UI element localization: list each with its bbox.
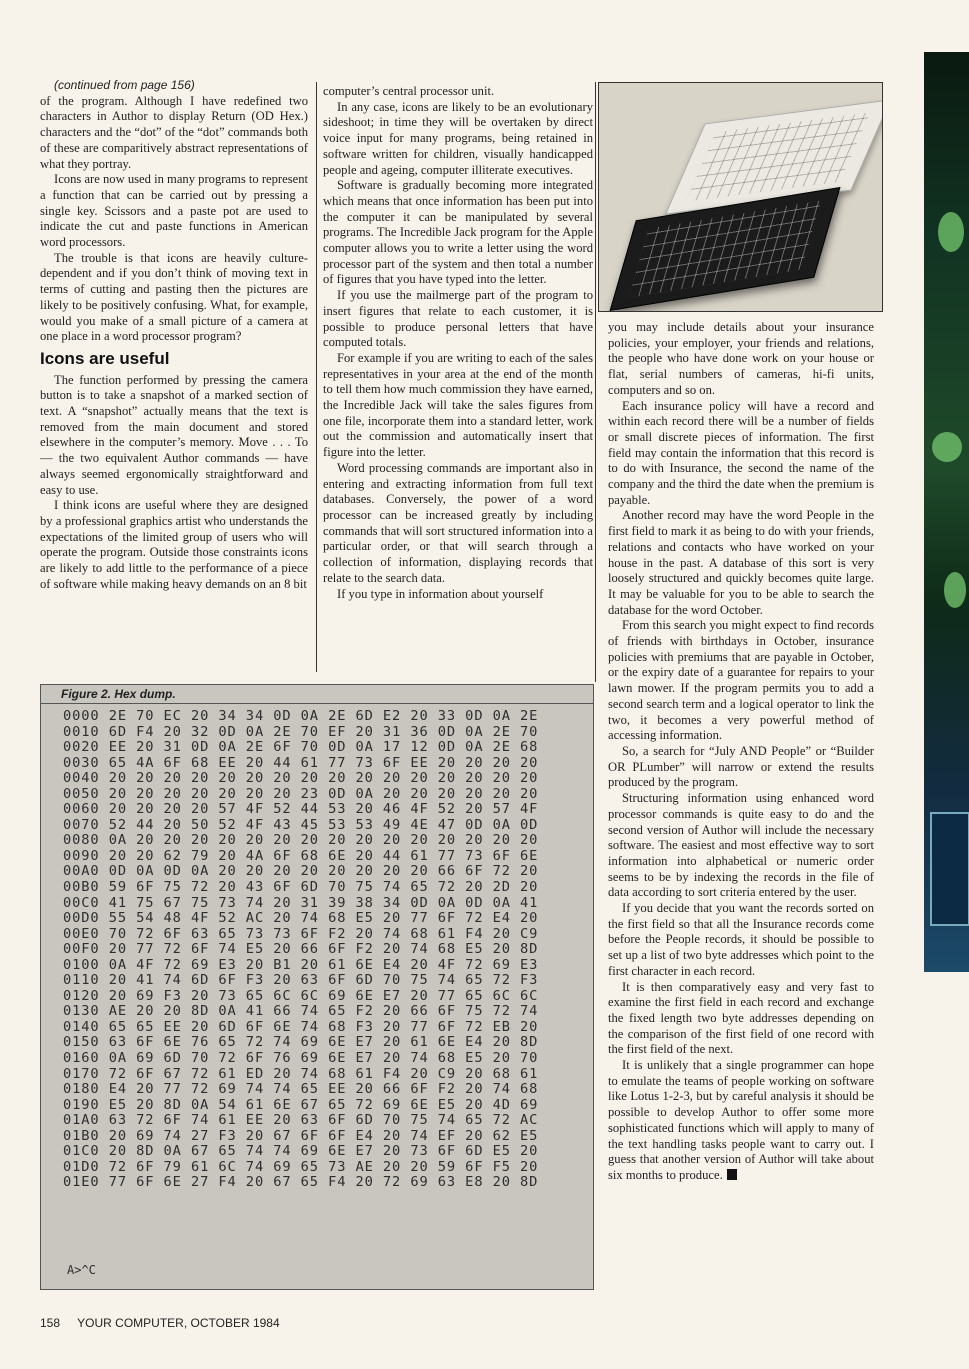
screen-panel (930, 812, 969, 926)
hex-dump-line: 01A0 63 72 6F 74 61 EE 20 63 6F 6D 70 75 74 65 72 AC (63, 1112, 539, 1129)
col3-paragraph: If you decide that you want the records sorted on the first field so that all the Insurance records come before the People records, it should be possible to set up a list of two byte addresses which point to the first character in each record. (608, 901, 874, 978)
adjacent-page-image (924, 52, 969, 972)
hex-dump-line: 01E0 77 6F 6E 27 F4 20 67 65 F4 20 72 69 63 E8 20 8D (63, 1174, 539, 1191)
hex-dump-listing (63, 709, 583, 1191)
col3-paragraph: It is then comparatively easy and very fast to examine the first field in each record and exchange the fixed length two byte addresses depending on the comparison of the first field of one record with the first field of the next. (608, 979, 874, 1057)
hex-dump-line: 0030 65 4A 6F 68 EE 20 44 61 77 73 6F EE 20 20 20 20 (63, 754, 539, 771)
hex-dump-line: 00E0 70 72 6F 63 65 73 73 6F F2 20 74 68 61 F4 20 C9 (63, 925, 539, 942)
col1-paragraph: Icons are now used in many programs to represent a function that can be carried out by pressing a single key. Scissors and a paste pot are used to indicate the cut and paste functions in American word processors. (40, 172, 308, 250)
col3-last-text: It is unlikely that a single programmer can hope to emulate the teams of people working on software like Lotus 1-2-3, but by careful analysis it should be possible to develop Author to offer some more sophisticated functions which will apply to many of the text handling tasks people want to carry out. I guess that another version of Author will take about six months to produce. (608, 1058, 874, 1182)
hex-dump-line: 0190 E5 20 8D 0A 54 61 6E 67 65 72 69 6E E5 20 4D 69 (63, 1096, 539, 1113)
hex-dump-line: 01D0 72 6F 79 61 6C 74 69 65 73 AE 20 20 59 6F F5 20 (63, 1158, 539, 1175)
col3-paragraph (608, 1058, 874, 1184)
column-divider (595, 82, 596, 682)
continued-note: (continued from page 156) (54, 78, 195, 92)
col2-paragraph: Word processing commands are important also in entering and extracting information from full text databases. Conversely, the power of a word processor can be increased greatly by including commands that will sort structured information into a particular order, or that will search through a collection of information, displaying records that relate to the search data. (323, 460, 593, 585)
hex-dump-line: 0050 20 20 20 20 20 20 20 23 0D 0A 20 20 20 20 20 20 (63, 785, 539, 802)
col3-paragraph: Another record may have the word People in the first field to mark it as being to do with your friends, relations and contacts who have worked on your house in the past. A database of this sort is very loosely structured and quickly becomes quite large. It may be valuable for you to be able to search the database for the word October. (608, 508, 874, 617)
hex-dump-line: 00F0 20 77 72 6F 74 E5 20 66 6F F2 20 74 68 E5 20 8D (63, 941, 539, 958)
hex-dump-line: 0040 20 20 20 20 20 20 20 20 20 20 20 20 20 20 20 20 (63, 770, 539, 787)
hex-dump-line: 0080 0A 20 20 20 20 20 20 20 20 20 20 20 20 20 20 20 (63, 832, 539, 849)
command-prompt: A>^C (67, 1263, 96, 1277)
col2-paragraph: Software is gradually becoming more integrated which means that once information has been put into the computer it can be manipulated by several programs. The Incredible Jack program for the Apple computer allows you to write a letter using the word processor part of the system and then total a number of figures that you have typed into the letter. (323, 178, 593, 287)
col2-paragraph: If you use the mailmerge part of the program to insert figures that relate to each customer, it is possible to produce personal letters that have computed totals. (323, 288, 593, 350)
col2-paragraph: computer’s central processor unit. (323, 84, 495, 98)
page-footer (40, 1316, 294, 1330)
figure-caption: Figure 2. Hex dump. (61, 687, 176, 701)
end-of-article-mark (727, 1169, 737, 1180)
page-number: 158 (40, 1316, 61, 1330)
hex-dump-line: 00B0 59 6F 75 72 20 43 6F 6D 70 75 74 65 72 20 2D 20 (63, 879, 539, 896)
hex-dump-line: 0090 20 20 62 79 20 4A 6F 68 6E 20 44 61 77 73 6F 6E (63, 847, 539, 864)
col2-paragraph: For example if you are writing to each of the sales representatives in your area at the end of the month to tell them how much commission they have earned, the Incredible Jack will take the sales figures from one file, incorporate them into a standard letter, work out the commission and automatically insert that figure into the letter. (323, 350, 593, 460)
col1-paragraph: I think icons are useful where they are designed by a professional graphics artist who understands the expectations of the limited group of users who will operate the program. Outside those constraints icons are likely to add little to the performance of a piece of software while making heavy demands on an 8 bit (40, 498, 308, 591)
col1-paragraph: The function performed by pressing the camera button is to take a snapshot of a marked section of text. A “snapshot” actually means that the text is removed from the main document and stored elsewhere in the computer’s memory. Move . . . To — the two equivalent Author commands — have always seemed ergonomically straightforward and easy to use. (40, 372, 308, 497)
publication-info: YOUR COMPUTER, OCTOBER 1984 (77, 1316, 280, 1330)
hex-dump-line: 0000 2E 70 EC 20 34 34 0D 0A 2E 6D E2 20 33 0D 0A 2E (63, 708, 539, 724)
hex-dump-line: 00A0 0D 0A 0D 0A 20 20 20 20 20 20 20 20 66 6F 72 20 (63, 863, 539, 880)
hex-dump-line: 01C0 20 8D 0A 67 65 74 74 69 6E E7 20 73 6F 6D E5 20 (63, 1143, 539, 1160)
hex-dump-line: 0180 E4 20 77 72 69 74 74 65 EE 20 66 6F F2 20 74 68 (63, 1081, 539, 1098)
column-1 (40, 78, 308, 593)
hex-dump-line: 0060 20 20 20 20 57 4F 52 44 53 20 46 4F 52 20 57 4F (63, 801, 539, 818)
col2-paragraph: If you type in information about yourself (337, 586, 544, 601)
hex-dump-line: 01B0 20 69 74 27 F3 20 67 6F 6F E4 20 74 EF 20 62 E5 (63, 1127, 539, 1144)
hex-dump-line: 0070 52 44 20 50 52 4F 43 45 53 53 49 4E 47 0D 0A 0D (63, 816, 539, 833)
hex-dump-line: 0170 72 6F 67 72 61 ED 20 74 68 61 F4 20 C9 20 68 61 (63, 1065, 539, 1082)
computer-keyboards-photo (598, 82, 883, 312)
hex-dump-figure (40, 684, 594, 1290)
col3-paragraph: From this search you might expect to find records of friends with birthdays in October, insurance policies with premiums that are payable in October, or the expiry date of a guarantee for repairs to your lawn mower. If the program permits you to add a second search term and a logical operator to link the two, it becomes a very powerful method of accessing information. (608, 618, 874, 743)
col1-paragraph: The trouble is that icons are heavily culture-dependent and if you don’t think of moving text in terms of cutting and pasting then the pictures are likely to be positively confusing. What, for example, would you make of a small picture of a camera at one place in a word processor program? (40, 250, 308, 344)
column-3 (608, 320, 874, 1184)
col1-paragraph: of the program. Although I have redefined two characters in Author to display Return (OD Hex.) characters and the “dot” of the “dot” commands both of these are comparitively abstract representations of what they portray. (40, 93, 308, 171)
hex-dump-line: 0140 65 65 EE 20 6D 6F 6E 74 68 F3 20 77 6F 72 EB 20 (63, 1018, 539, 1035)
hex-dump-line: 0020 EE 20 31 0D 0A 2E 6F 70 0D 0A 17 12 0D 0A 2E 68 (63, 739, 539, 756)
hex-dump-line: 00D0 55 54 48 4F 52 AC 20 74 68 E5 20 77 6F 72 E4 20 (63, 910, 539, 927)
hex-dump-line: 0120 20 69 F3 20 73 65 6C 6C 69 6E E7 20 77 65 6C 6C (63, 987, 539, 1004)
hex-dump-line: 0110 20 41 74 6D 6F F3 20 63 6F 6D 70 75 74 65 72 F3 (63, 972, 539, 989)
hex-dump-line: 0150 63 6F 6E 76 65 72 74 69 6E E7 20 61 6E E4 20 8D (63, 1034, 539, 1051)
col3-paragraph: Each insurance policy will have a record and within each record there will be a number of fields or small discrete pieces of information. The first field may contain the information that this record is to do with Insurance, the second the name of the company and the third the date when the premium is payable. (608, 398, 874, 507)
hex-dump-line: 0100 0A 4F 72 69 E3 20 B1 20 61 6E E4 20 4F 72 69 E3 (63, 956, 539, 973)
hex-dump-line: 0010 6D F4 20 32 0D 0A 2E 70 EF 20 31 36 0D 0A 2E 70 (63, 723, 539, 740)
subheading: Icons are useful (40, 348, 170, 368)
col2-paragraph: In any case, icons are likely to be an evolutionary sideshoot; in time they will be overtaken by direct voice input for many programs, being retained in software written for children, visually handicapped people and ageing, computer illiterate executives. (323, 99, 593, 177)
black-keyboard-image (610, 187, 841, 311)
col3-paragraph: you may include details about your insurance policies, your employer, your friends and relations, the people who have done work on your house or flat, serial numbers of cameras, hi-fi units, computers and so on. (608, 320, 874, 397)
hex-dump-line: 0130 AE 20 20 8D 0A 41 66 74 65 F2 20 66 6F 75 72 74 (63, 1003, 539, 1020)
col3-paragraph: Structuring information using enhanced word processor commands is quite easy to do and the second version of Author will include the necessary software. The easiest and most effective way to sort information into alphabetical or numeric order seems to be by indexing the records in the file of data according to sort criteria entered by the user. (608, 791, 874, 900)
col3-paragraph: So, a search for “July AND People” or “Builder OR PLumber” will narrow or extend the results produced by the program. (608, 743, 874, 790)
hex-dump-line: 0160 0A 69 6D 70 72 6F 76 69 6E E7 20 74 68 E5 20 70 (63, 1050, 539, 1067)
hex-dump-line: 00C0 41 75 67 75 73 74 20 31 39 38 34 0D 0A 0D 0A 41 (63, 894, 539, 911)
column-2 (323, 84, 593, 602)
column-divider (316, 82, 317, 672)
